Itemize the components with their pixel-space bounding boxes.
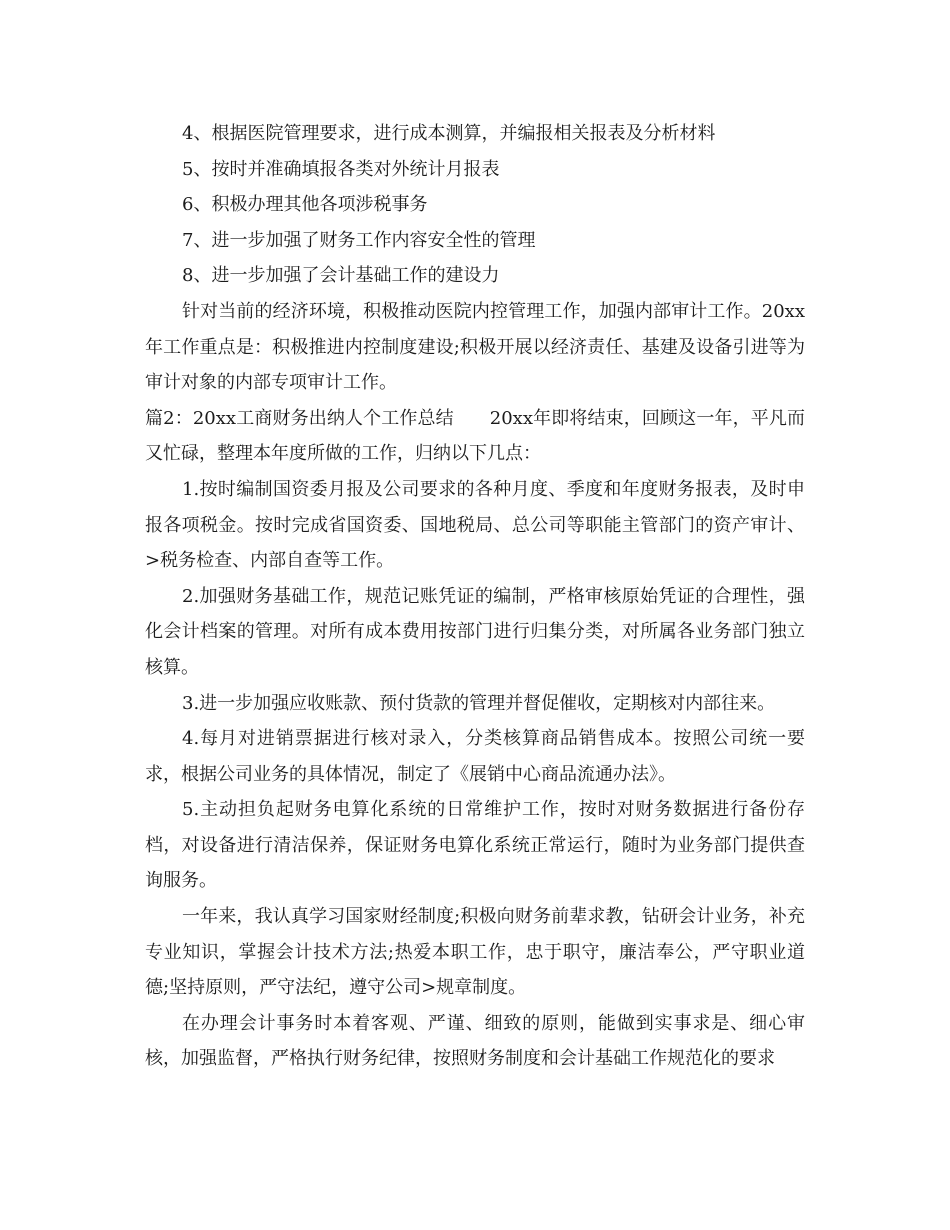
list-item-4: 4、根据医院管理要求，进行成本测算，并编报相关报表及分析材料 [182, 123, 716, 144]
article-2-intro: 20xx年即将结束，回顾这一年，平凡而又忙碌，整理本年度所做的工作，归纳以下几点： [145, 407, 805, 465]
closing-paragraph-2: 在办理会计事务时本着客观、严谨、细致的原则，能做到实事求是、细心审核，加强监督，严格执行财务纪律，按照财务制度和会计基础工作规范化的要求 [145, 1012, 805, 1070]
list-item-5: 5、按时并准确填报各类对外统计月报表 [182, 158, 500, 180]
work-point-4: 4.每月对进销票据进行核对录入，分类核算商品销售成本。按照公司统一要求，根据公司业务的具体情况，制定了《展销中心商品流通办法》。 [145, 728, 805, 785]
article-2-heading-paragraph [145, 401, 805, 472]
list-item-7: 7、进一步加强了财务工作内容安全性的管理 [182, 229, 536, 251]
work-point-1: 1.按时编制国资委月报及公司要求的各种月度、季度和年度财务报表，及时申报各项税金。按时完成省国资委、国地税局、总公司等职能主管部门的资产审计、>税务检查、内部自查等工作。 [145, 478, 805, 572]
work-plan-paragraph: 针对当前的经济环境，积极推动医院内控管理工作，加强内部审计工作。20xx年工作重点是：积极推进内控制度建设;积极开展以经济责任、基建及设备引进等为审计对象的内部专项审计工作。 [145, 300, 805, 394]
list-item-6: 6、积极办理其他各项涉税事务 [182, 194, 428, 216]
article-2-title: 篇2：20xx工商财务出纳人个工作总结 [145, 407, 454, 429]
closing-paragraph-1: 一年来，我认真学习国家财经制度;积极向财务前辈求教，钻研会计业务，补充专业知识，掌握会计技术方法;热爱本职工作，忠于职守，廉洁奉公，严守职业道德;坚持原则，严守法纪，遵守公司>规章制度。 [145, 906, 805, 999]
list-item-8: 8、进一步加强了会计基础工作的建设力 [182, 265, 500, 287]
work-point-5: 5.主动担负起财务电算化系统的日常维护工作，按时对财务数据进行备份存档，对设备进行清洁保养，保证财务电算化系统正常运行，随时为业务部门提供查询服务。 [145, 799, 805, 892]
work-point-3: 3.进一步加强应收账款、预付货款的管理并督促催收，定期核对内部往来。 [182, 692, 776, 714]
work-point-2: 2.加强财务基础工作，规范记账凭证的编制，严格审核原始凭证的合理性，强化会计档案的管理。对所有成本费用按部门进行归集分类，对所属各业务部门独立核算。 [145, 585, 805, 678]
document-body [145, 116, 805, 1077]
